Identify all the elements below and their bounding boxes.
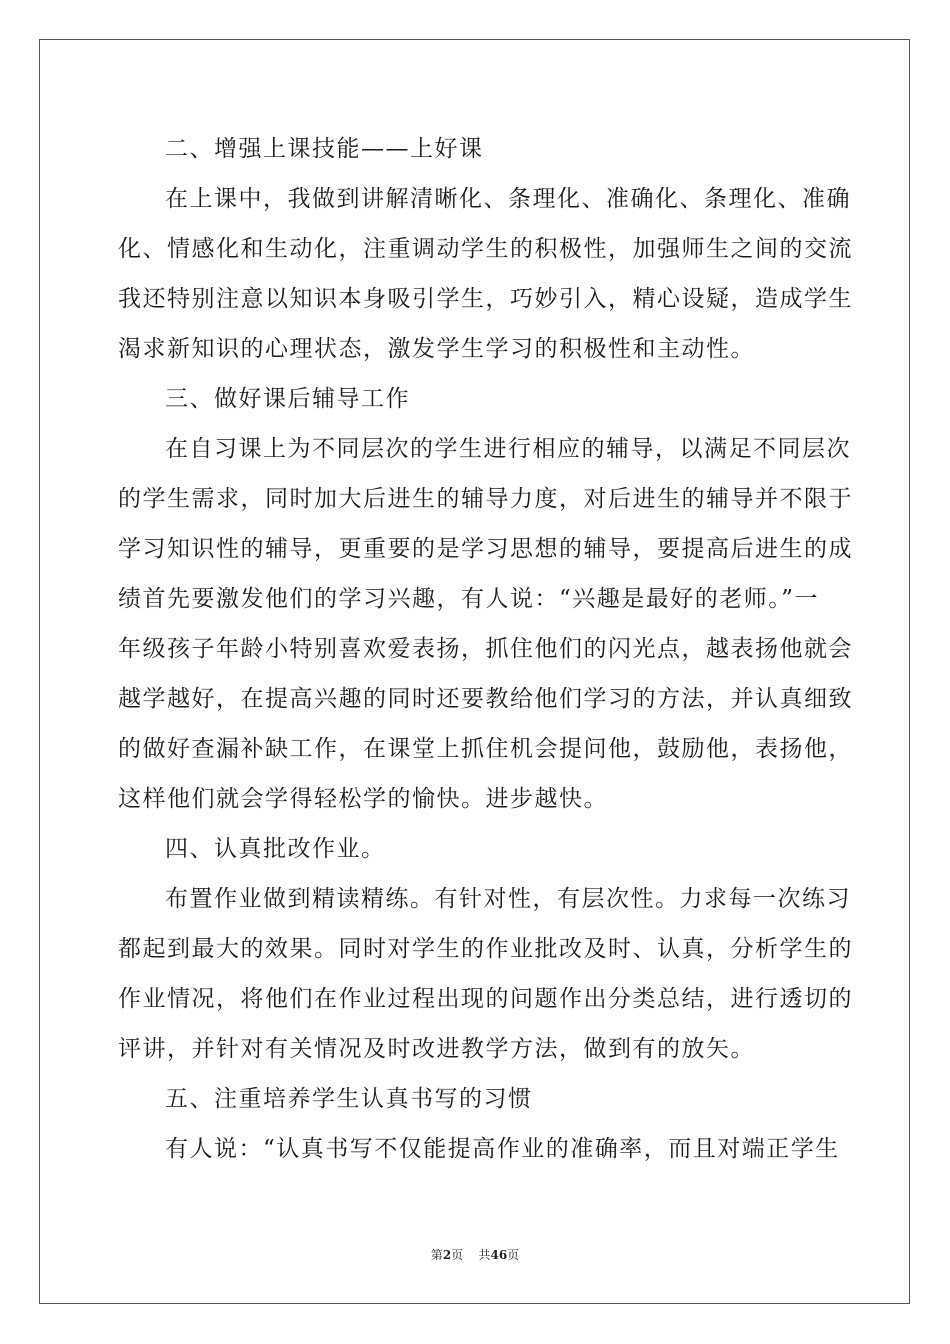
footer-prefix: 第 [430,1248,443,1262]
text-line: 布置作业做到精读精练。有针对性，有层次性。力求每一次练习 [165,886,851,912]
footer-total-prefix: 共 [478,1248,491,1262]
text-line: 绩首先要激发他们的学习兴趣，有人说：“兴趣是最好的老师。”一 [118,586,820,612]
text-line: 这样他们就会学得轻松学的愉快。进步越快。 [118,786,608,812]
text-line: 越学越好，在提高兴趣的同时还要教给他们学习的方法，并认真细致 [118,686,853,712]
footer-total-pages: 46 [490,1248,508,1262]
text-line: 化、情感化和生动化，注重调动学生的积极性，加强师生之间的交流 [118,236,853,262]
text-line: 都起到最大的效果。同时对学生的作业批改及时、认真，分析学生的 [118,936,853,962]
footer-total-unit: 页 [507,1248,520,1262]
page-footer [0,1246,950,1263]
text-line: 的做好查漏补缺工作，在课堂上抓住机会提问他，鼓励他，表扬他， [118,736,853,762]
document-body [118,124,853,1174]
text-line: 三、做好课后辅导工作 [165,386,410,412]
text-line: 我还特别注意以知识本身吸引学生，巧妙引入，精心设疑，造成学生 [118,286,853,312]
text-line: 渴求新知识的心理状态，激发学生学习的积极性和主动性。 [118,336,755,362]
text-line: 二、增强上课技能——上好课 [165,136,484,162]
footer-page-unit: 页 [451,1248,464,1262]
text-line: 五、注重培养学生认真书写的习惯 [165,1086,533,1112]
text-line: 在上课中，我做到讲解清晰化、条理化、准确化、条理化、准确 [165,186,851,212]
text-line: 在自习课上为不同层次的学生进行相应的辅导，以满足不同层次 [165,436,851,462]
text-line: 学习知识性的辅导，更重要的是学习思想的辅导，要提高后进生的成 [118,536,853,562]
text-line: 四、认真批改作业。 [165,836,386,862]
text-line: 评讲，并针对有关情况及时改进教学方法，做到有的放矢。 [118,1036,755,1062]
footer-page-number: 2 [442,1248,452,1262]
text-line: 年级孩子年龄小特别喜欢爱表扬，抓住他们的闪光点，越表扬他就会 [118,636,853,662]
text-line: 有人说：“认真书写不仅能提高作业的准确率，而且对端正学生 [165,1136,840,1162]
text-line: 作业情况，将他们在作业过程出现的问题作出分类总结，进行透切的 [118,986,853,1012]
text-line: 的学生需求，同时加大后进生的辅导力度，对后进生的辅导并不限于 [118,486,853,512]
